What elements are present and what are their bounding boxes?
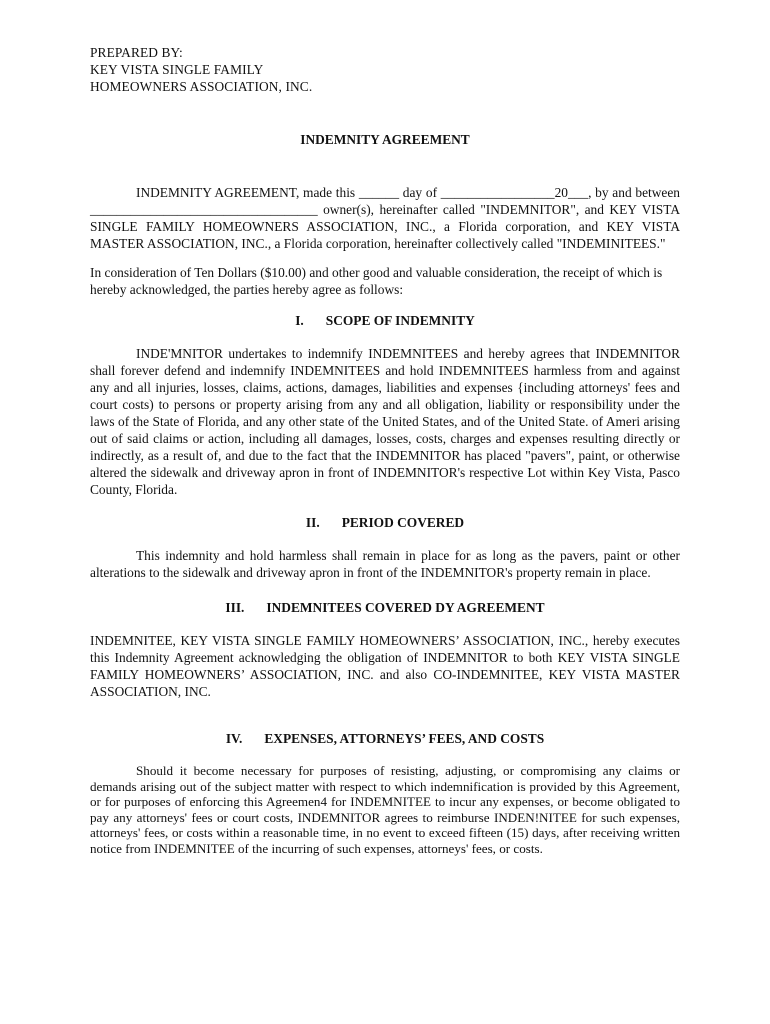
- document-title: INDEMNITY AGREEMENT: [300, 132, 470, 147]
- section-body-period: This indemnity and hold harmless shall remain in place for as long as the pavers, paint or other alterations to the sidewalk and driveway apron in front of the INDEMNITOR's property remain in place.: [90, 548, 680, 580]
- prepared-by-org-line-2: HOMEOWNERS ASSOCIATION, INC.: [90, 79, 313, 94]
- prepared-by-block: [90, 44, 680, 95]
- section-body-expenses: Should it become necessary for purposes of resisting, adjusting, or compromising any claims or demands arising out of the subject matter with respect to which indemnification is provided by this Agreement, or for purposes of enforcing this Agreemen4 for INDEMNITEE to incur any expenses, or become obligated to pay any attorneys' fees or court costs, INDEMNITOR agrees to reimburse INDEN!NITEE for such expenses, attorneys' fees, or costs within a reasonable time, in no event to exceed fifteen (15) days, after receiving written notice from INDEMNITEE of the incurring of such expenses, attorneys' fees, or costs.: [90, 763, 680, 856]
- section-number: I.: [295, 313, 304, 328]
- section-heading-expenses: [90, 730, 680, 747]
- section-title: PERIOD COVERED: [341, 515, 465, 530]
- section-body-scope: INDE'MNITOR undertakes to indemnify INDEMNITEES and hereby agrees that INDEMNITOR shall forever defend and indemnify INDEMNITEES and hold INDEMNITEES harmless from and against any and all injuries, losses, claims, actions, damages, liabilities and expenses {including attorneys' fees and court costs) to persons or property arising from any and all obligation, liability or responsibility under the laws of the State of Florida, and any other state of the United States, and of the United State. of Ameri arising out of said claims or action, including all damages, losses, costs, charges and expenses resulting directly or indirectly, as a result of, and due to the fact that the INDEMNITOR has placed "pavers", paint, or otherwise altered the sidewalk and driveway apron in front of INDEMNITOR's respective Lot within Key Vista, Pasco County, Florida.: [90, 346, 680, 497]
- section-number: III.: [225, 600, 245, 615]
- section-heading-indemnitees: [90, 599, 680, 616]
- section-title: INDEMNITEES COVERED DY AGREEMENT: [266, 600, 545, 615]
- section-body-indemnitees: INDEMNITEE, KEY VISTA SINGLE FAMILY HOMEOWNERS’ ASSOCIATION, INC., hereby executes this Indemnity Agreement acknowledging the obligation of INDEMNITOR to both KEY VISTA SINGLE FAMILY HOMEOWNERS’ ASSOCIATION, INC. and also CO-INDEMNITEE, KEY VISTA MASTER ASSOCIATION, INC.: [90, 633, 680, 699]
- section-title: SCOPE OF INDEMNITY: [325, 313, 475, 328]
- consideration-paragraph: In consideration of Ten Dollars ($10.00) and other good and valuable consideration, the receipt of which is hereby acknowledged, the parties hereby agree as follows:: [90, 265, 663, 297]
- section-number: IV.: [225, 731, 243, 746]
- intro-paragraph: INDEMNITY AGREEMENT, made this ______ day of _________________20___, by and between __________________________________ owner(s), hereinafter called "INDEMNITOR", and KEY VISTA SINGLE FAMILY HOMEOWNERS ASSOCIATION, INC., a Florida corporation, and KEY VISTA MASTER ASSOCIATION, INC., a Florida corporation, hereinafter collectively called "INDEMINITEES.": [90, 185, 680, 251]
- section-title: EXPENSES, ATTORNEYS’ FEES, AND COSTS: [264, 731, 545, 746]
- prepared-by-org-line-1: KEY VISTA SINGLE FAMILY: [90, 62, 264, 77]
- section-number: II.: [305, 515, 320, 530]
- section-heading-scope: [90, 312, 680, 329]
- document-page: [90, 44, 680, 857]
- section-heading-period: [90, 514, 680, 531]
- prepared-by-label: PREPARED BY:: [90, 45, 183, 60]
